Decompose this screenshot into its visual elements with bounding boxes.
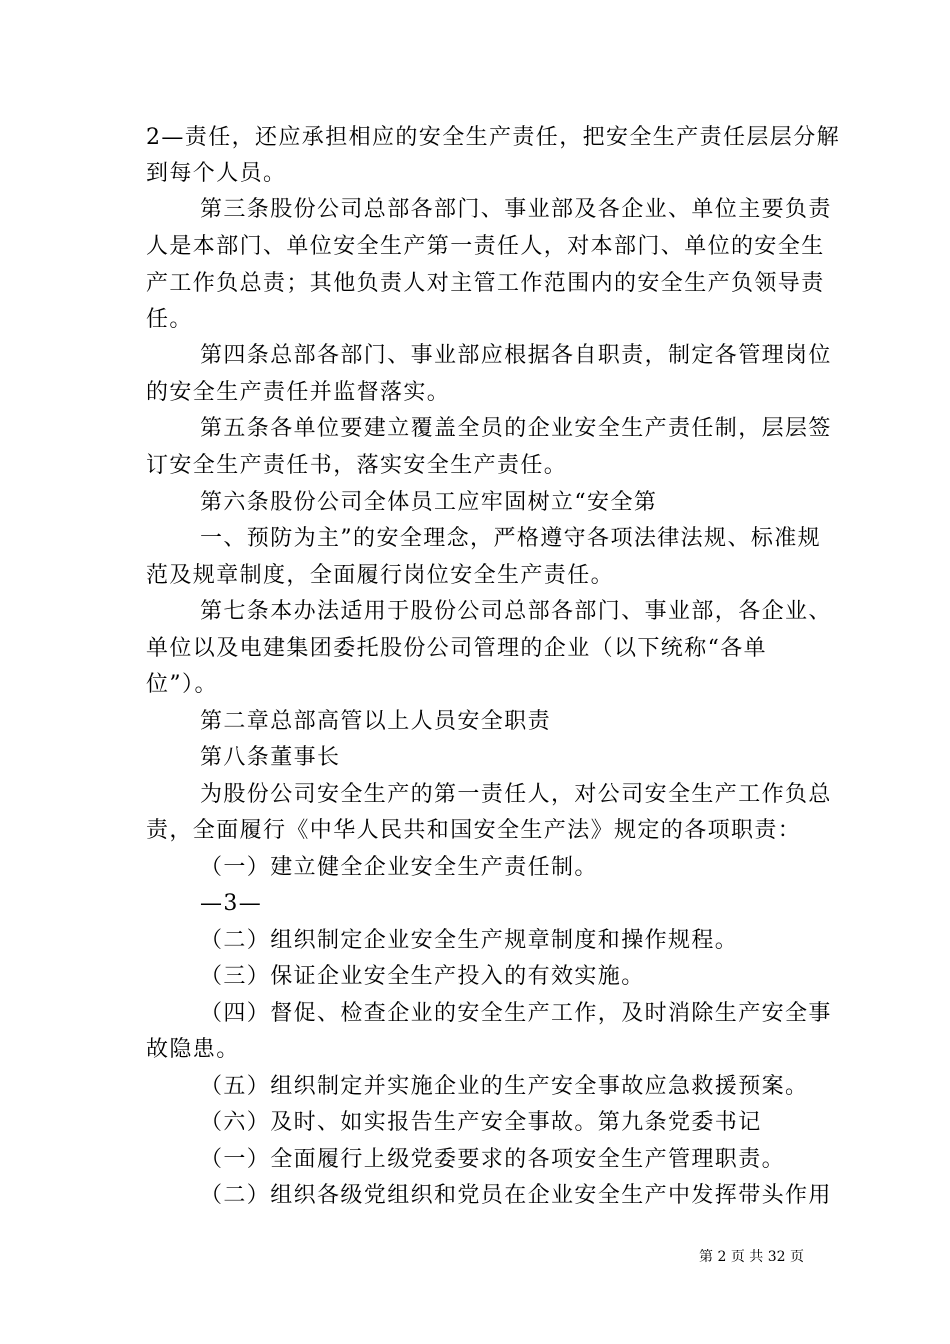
text-line: 产工作负总责；其他负责人对主管工作范围内的安全生产负领导责 xyxy=(146,271,825,296)
text-line: 第三条股份公司总部各部门、事业部及各企业、单位主要负责 xyxy=(200,197,832,222)
text-line: （一）建立健全企业安全生产责任制。 xyxy=(200,855,598,880)
text-line: 订安全生产责任书，落实安全生产责任。 xyxy=(146,453,568,478)
page-footer: 第 2 页 共 32 页 xyxy=(699,1249,804,1265)
chapter-heading: 第二章总部高管以上人员安全职责 xyxy=(200,709,552,734)
text-line: 一、预防为主”的安全理念，严格遵守各项法律法规、标准规 xyxy=(200,526,822,551)
text-line: 任。 xyxy=(146,307,193,332)
page-marker: —3— xyxy=(200,891,263,916)
text-line: 到每个人员。 xyxy=(146,161,287,186)
text-line: 第七条本办法适用于股份公司总部各部门、事业部，各企业、 xyxy=(200,599,832,624)
text-line: （三）保证企业安全生产投入的有效实施。 xyxy=(200,964,645,989)
text-line: 人是本部门、单位安全生产第一责任人，对本部门、单位的安全生 xyxy=(146,234,825,259)
text-line: 为股份公司安全生产的第一责任人，对公司安全生产工作负总 xyxy=(200,782,832,807)
text-line: （二）组织制定企业安全生产规章制度和操作规程。 xyxy=(200,928,739,953)
text-line: 第五条各单位要建立覆盖全员的企业安全生产责任制，层层签 xyxy=(200,416,832,441)
text-line: （六）及时、如实报告生产安全事故。第九条党委书记 xyxy=(200,1110,762,1135)
text-line: 范及规章制度，全面履行岗位安全生产责任。 xyxy=(146,563,615,588)
text-line: 第六条股份公司全体员工应牢固树立“安全第 xyxy=(200,490,658,515)
text-line: （二）组织各级党组织和党员在企业安全生产中发挥带头作用 xyxy=(200,1183,832,1208)
text-line: 位”）。 xyxy=(146,672,218,697)
text-line: 单位以及电建集团委托股份公司管理的企业（以下统称“各单 xyxy=(146,636,768,661)
text-line: （四）督促、检查企业的安全生产工作，及时消除生产安全事 xyxy=(200,1001,832,1026)
text-line: 责，全面履行《中华人民共和国安全生产法》规定的各项职责： xyxy=(146,818,802,843)
text-line: （一）全面履行上级党委要求的各项安全生产管理职责。 xyxy=(200,1147,786,1172)
text-line: 的安全生产责任并监督落实。 xyxy=(146,380,451,405)
text-line: 2—责任，还应承担相应的安全生产责任，把安全生产责任层层分解 xyxy=(146,125,840,150)
text-line: 第四条总部各部门、事业部应根据各自职责，制定各管理岗位 xyxy=(200,343,832,368)
article-heading: 第八条董事长 xyxy=(200,745,341,770)
text-line: （五）组织制定并实施企业的生产安全事故应急救援预案。 xyxy=(200,1074,809,1099)
text-line: 故隐患。 xyxy=(146,1037,240,1062)
